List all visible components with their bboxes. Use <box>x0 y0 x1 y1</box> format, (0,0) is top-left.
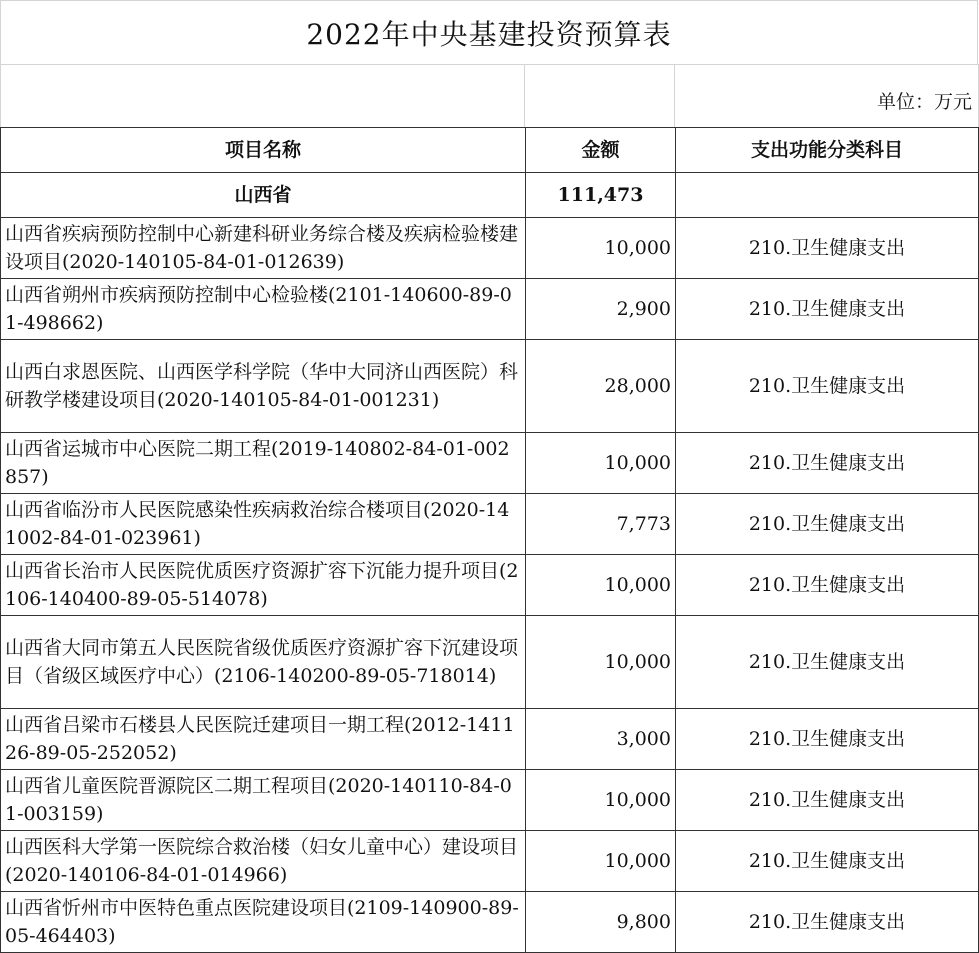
category-cell[interactable]: 210.卫生健康支出 <box>676 709 979 770</box>
header-project-name[interactable]: 项目名称 <box>1 128 526 173</box>
amount-cell[interactable]: 7,773 <box>526 494 676 555</box>
province-name[interactable]: 山西省 <box>1 173 526 218</box>
project-name-cell[interactable]: 山西省长治市人民医院优质医疗资源扩容下沉能力提升项目(2106-140400-89-05-514078) <box>1 555 526 616</box>
category-cell[interactable]: 210.卫生健康支出 <box>676 494 979 555</box>
unit-cell[interactable] <box>674 64 979 128</box>
table-row <box>1 433 979 494</box>
table-title: 2022年中央基建投资预算表 <box>0 0 978 64</box>
amount-cell[interactable]: 10,000 <box>526 433 676 494</box>
table-row <box>1 709 979 770</box>
unit-label: 单位：万元 <box>876 91 972 113</box>
project-name-cell[interactable]: 山西省吕梁市石楼县人民医院迁建项目一期工程(2012-141126-89-05-252052) <box>1 709 526 770</box>
project-name-cell[interactable]: 山西省大同市第五人民医院省级优质医疗资源扩容下沉建设项目（省级区域医疗中心）(2106-140200-89-05-718014) <box>1 616 526 709</box>
table-row <box>1 555 979 616</box>
amount-cell[interactable]: 28,000 <box>526 340 676 433</box>
category-cell[interactable]: 210.卫生健康支出 <box>676 892 979 953</box>
table-row <box>1 616 979 709</box>
empty-cell[interactable] <box>0 64 525 128</box>
category-cell[interactable]: 210.卫生健康支出 <box>676 218 979 279</box>
project-name-cell[interactable]: 山西医科大学第一医院综合救治楼（妇女儿童中心）建设项目(2020-140106-84-01-014966) <box>1 831 526 892</box>
table-row <box>1 831 979 892</box>
budget-table <box>0 127 979 953</box>
unit-row <box>0 64 979 128</box>
project-name-cell[interactable]: 山西省儿童医院晋源院区二期工程项目(2020-140110-84-01-003159) <box>1 770 526 831</box>
table-row <box>1 340 979 433</box>
province-row <box>1 173 979 218</box>
project-name-cell[interactable]: 山西省忻州市中医特色重点医院建设项目(2109-140900-89-05-464403) <box>1 892 526 953</box>
category-cell[interactable]: 210.卫生健康支出 <box>676 433 979 494</box>
project-name-cell[interactable]: 山西省运城市中心医院二期工程(2019-140802-84-01-002857) <box>1 433 526 494</box>
header-amount[interactable]: 金额 <box>526 128 676 173</box>
category-cell[interactable]: 210.卫生健康支出 <box>676 616 979 709</box>
category-cell[interactable]: 210.卫生健康支出 <box>676 831 979 892</box>
amount-cell[interactable]: 3,000 <box>526 709 676 770</box>
table-row <box>1 770 979 831</box>
table-row <box>1 494 979 555</box>
empty-cell[interactable] <box>524 64 675 128</box>
project-name-cell[interactable]: 山西白求恩医院、山西医学科学院（华中大同济山西医院）科研教学楼建设项目(2020-140105-84-01-001231) <box>1 340 526 433</box>
table-row <box>1 218 979 279</box>
amount-cell[interactable]: 10,000 <box>526 616 676 709</box>
header-row <box>1 128 979 173</box>
project-name-cell[interactable]: 山西省临汾市人民医院感染性疾病救治综合楼项目(2020-141002-84-01-023961) <box>1 494 526 555</box>
category-cell[interactable]: 210.卫生健康支出 <box>676 555 979 616</box>
category-cell[interactable]: 210.卫生健康支出 <box>676 340 979 433</box>
province-category[interactable] <box>676 173 979 218</box>
table-row <box>1 279 979 340</box>
amount-cell[interactable]: 10,000 <box>526 831 676 892</box>
amount-cell[interactable]: 10,000 <box>526 218 676 279</box>
header-category[interactable]: 支出功能分类科目 <box>676 128 979 173</box>
amount-cell[interactable]: 9,800 <box>526 892 676 953</box>
category-cell[interactable]: 210.卫生健康支出 <box>676 279 979 340</box>
amount-cell[interactable]: 10,000 <box>526 770 676 831</box>
amount-cell[interactable]: 2,900 <box>526 279 676 340</box>
amount-cell[interactable]: 10,000 <box>526 555 676 616</box>
project-name-cell[interactable]: 山西省朔州市疾病预防控制中心检验楼(2101-140600-89-01-498662) <box>1 279 526 340</box>
table-row <box>1 892 979 953</box>
province-amount[interactable]: 111,473 <box>526 173 676 218</box>
category-cell[interactable]: 210.卫生健康支出 <box>676 770 979 831</box>
project-name-cell[interactable]: 山西省疾病预防控制中心新建科研业务综合楼及疾病检验楼建设项目(2020-140105-84-01-012639) <box>1 218 526 279</box>
